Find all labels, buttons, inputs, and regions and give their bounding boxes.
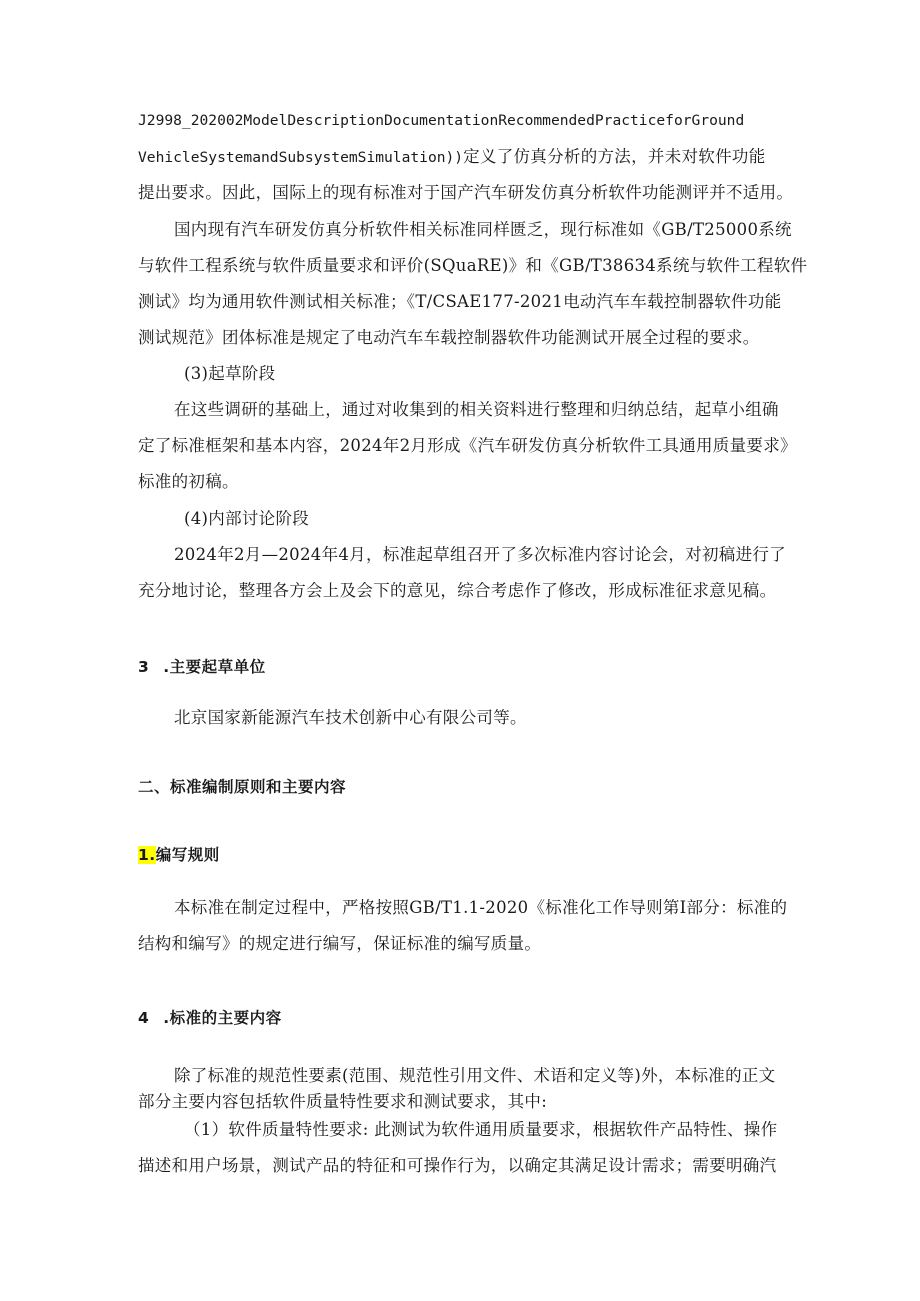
paragraph-line: 结构和编写》的规定进行编写，保证标准的编写质量。 bbox=[138, 934, 542, 953]
paragraph-line: 除了标准的规范性要素(范围、规范性引用文件、术语和定义等)外，本标准的正文 bbox=[174, 1066, 776, 1085]
paragraph-line: 测试》均为通用软件测试相关标准；《T/CSAE177-2021电动汽车车载控制器软件功能 bbox=[138, 292, 782, 311]
paragraph-line: 国内现有汽车研发仿真分析软件相关标准同样匮乏，现行标准如《GB/T25000系统 bbox=[174, 220, 792, 239]
paragraph-line bbox=[138, 146, 766, 169]
paragraph-line: 充分地讨论，整理各方会上及会下的意见，综合考虑作了修改，形成标准征求意见稿。 bbox=[138, 581, 777, 600]
paragraph-line: 测试规范》团体标准是规定了电动汽车车载控制器软件功能测试开展全过程的要求。 bbox=[138, 328, 760, 347]
paragraph-line: 描述和用户场景，测试产品的特征和可操作行为，以确定其满足设计需求；需要明确汽 bbox=[138, 1156, 777, 1175]
section-number: 4 bbox=[138, 1009, 150, 1027]
section-heading bbox=[138, 656, 266, 678]
paragraph-line: 定了标准框架和基本内容，2024年2月形成《汽车研发仿真分析软件工具通用质量要求》 bbox=[138, 436, 797, 455]
section-number: 3 bbox=[138, 658, 150, 676]
section-title: .主要起草单位 bbox=[163, 658, 266, 676]
section-title: .标准的主要内容 bbox=[163, 1009, 282, 1027]
paragraph-line: （1）软件质量特性要求: 此测试为软件通用质量要求，根据软件产品特性、操作 bbox=[184, 1120, 778, 1139]
section-heading bbox=[138, 1007, 282, 1029]
standard-reference: VehicleSystemandSubsystemSimulation)) bbox=[138, 149, 464, 166]
chapter-heading: 二、标准编制原则和主要内容 bbox=[138, 778, 347, 796]
stage-heading: (3)起草阶段 bbox=[184, 364, 276, 383]
paragraph-line: J2998_202002ModelDescriptionDocumentationRecommendedPracticeforGround bbox=[138, 112, 745, 129]
highlighted-number: 1. bbox=[138, 846, 156, 864]
section-title: 编写规则 bbox=[155, 846, 220, 864]
stage-heading: (4)内部讨论阶段 bbox=[184, 509, 310, 528]
paragraph-line: 提出要求。因此，国际上的现有标准对于国产汽车研发仿真分析软件功能测评并不适用。 bbox=[138, 183, 794, 202]
paragraph-line: 在这些调研的基础上，通过对收集到的相关资料进行整理和归纳总结，起草小组确 bbox=[174, 400, 779, 419]
paragraph-text: 定义了仿真分析的方法，并未对软件功能 bbox=[463, 147, 766, 166]
paragraph-line: 北京国家新能源汽车技术创新中心有限公司等。 bbox=[174, 708, 527, 727]
paragraph-line: 2024年2月—2024年4月，标准起草组召开了多次标准内容讨论会，对初稿进行了 bbox=[174, 545, 786, 564]
section-heading bbox=[138, 844, 220, 866]
paragraph-line: 部分主要内容包括软件质量特性要求和测试要求，其中: bbox=[138, 1092, 548, 1111]
paragraph-line: 本标准在制定过程中，严格按照GB/T1.1-2020《标准化工作导则第I部分：标准的 bbox=[174, 898, 788, 917]
paragraph-line: 标准的初稿。 bbox=[138, 472, 239, 491]
paragraph-line: 与软件工程系统与软件质量要求和评价(SQuaRE)》和《GB/T38634系统与软件工程软件 bbox=[138, 256, 808, 275]
